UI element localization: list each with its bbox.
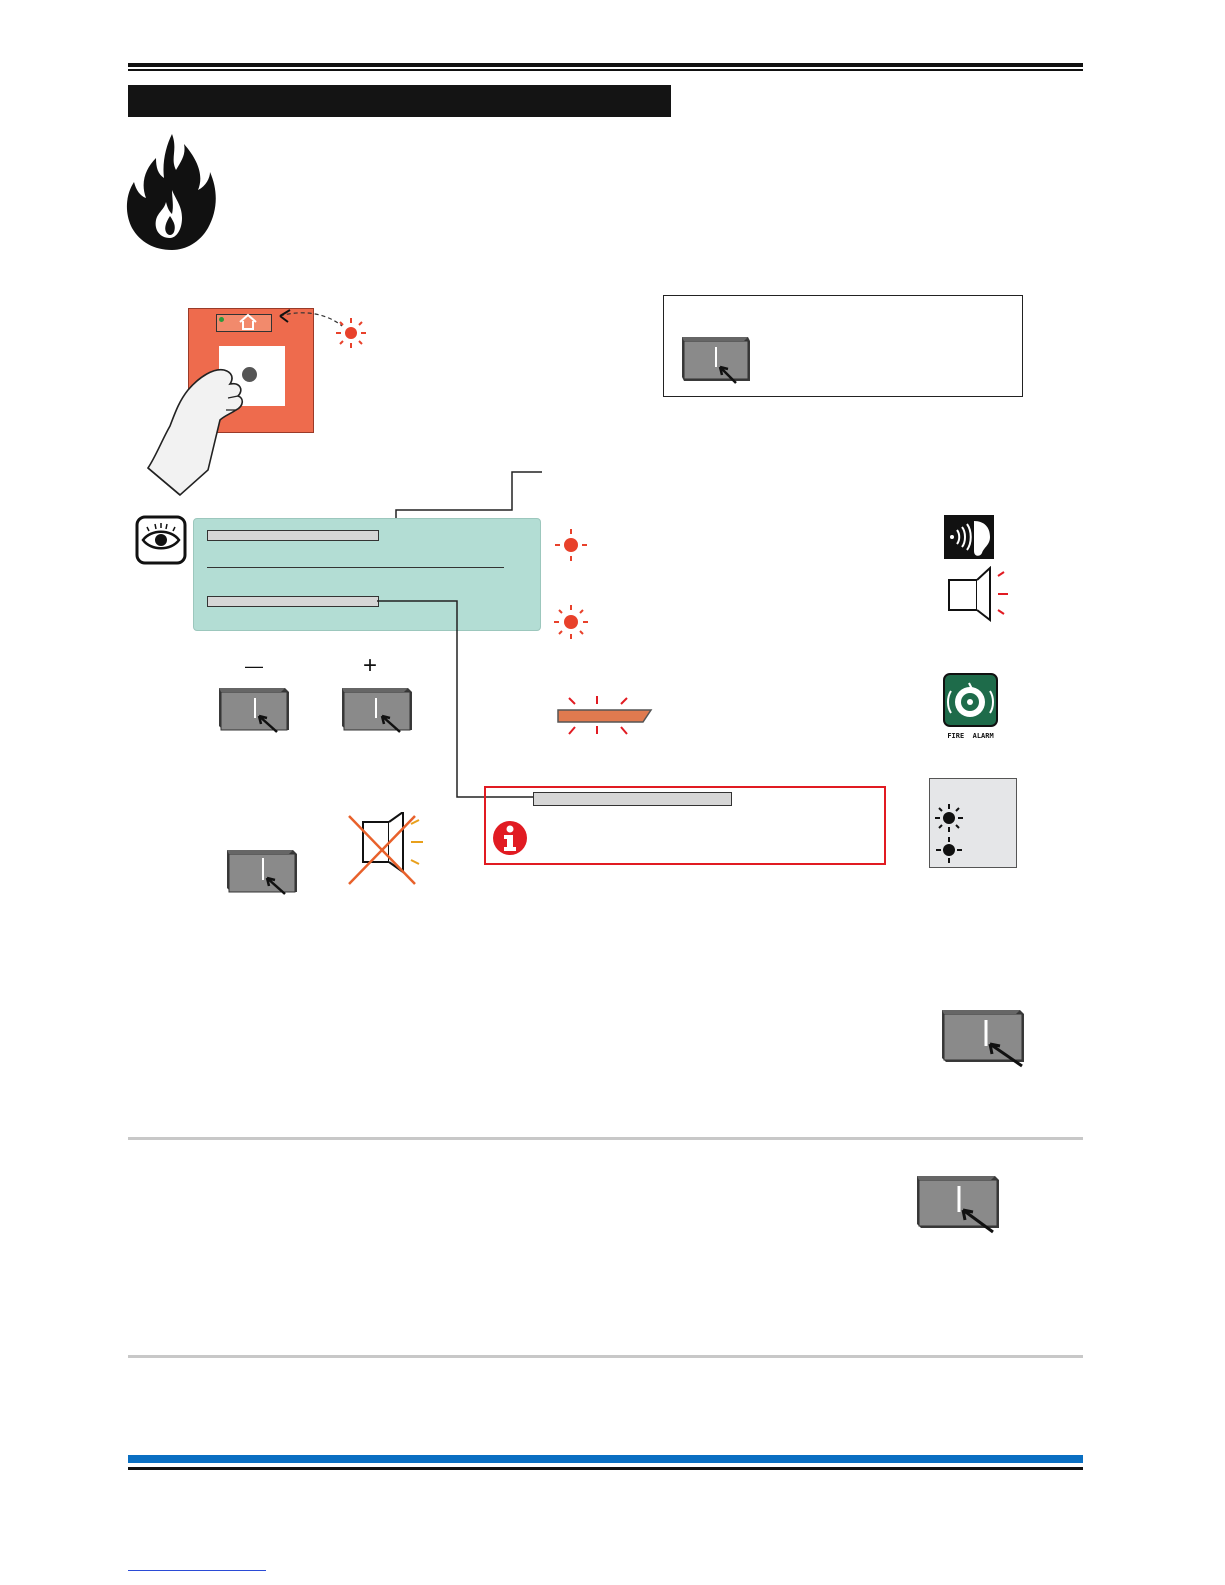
fire-alarm-label: FIRE ALARM [947, 732, 994, 740]
lcd-field-top [207, 530, 379, 541]
footer-link-underline[interactable] [128, 1570, 266, 1571]
info-field [533, 792, 732, 806]
red-led-icon [554, 528, 588, 562]
info-message-box [484, 786, 886, 865]
flashing-light-strip [555, 694, 655, 736]
section-divider-1 [128, 1137, 1083, 1140]
house-icon [237, 313, 259, 331]
plus-key-button[interactable] [338, 684, 416, 736]
section-divider-2 [128, 1355, 1083, 1358]
panel-key-button[interactable] [678, 333, 753, 385]
led-on-icon [934, 803, 964, 833]
info-icon [492, 820, 528, 856]
silence-key-button[interactable] [223, 846, 301, 898]
plus-label: + [363, 652, 378, 679]
footer-rule-blue [128, 1455, 1083, 1463]
lcd-field-bottom [207, 596, 379, 607]
fire-alarm-bell-icon [943, 673, 998, 739]
sounder-speaker-icon [946, 566, 1010, 622]
confirm-key-button[interactable] [913, 1172, 1003, 1234]
red-led-icon [335, 317, 367, 349]
sounder-silenced-icon [345, 812, 427, 886]
led-off-icon [934, 835, 964, 865]
sound-ear-icon [944, 515, 994, 559]
reset-key-button[interactable] [938, 1006, 1028, 1068]
fire-flame-icon [126, 132, 218, 252]
fire-alarm-bell-graphic [943, 673, 998, 727]
lcd-separator [207, 567, 504, 568]
header-rule-thin [128, 69, 1083, 71]
eye-view-icon [135, 515, 187, 565]
hand-press-illustration [140, 360, 260, 500]
call-point-green-led [219, 317, 224, 322]
minus-key-button[interactable] [215, 684, 293, 736]
section-title-bar [128, 85, 671, 117]
minus-label: — [245, 656, 263, 676]
header-rule-thick [128, 63, 1083, 67]
led-indicator-panel [929, 778, 1017, 868]
footer-rule-dark [128, 1467, 1083, 1470]
red-led-flashing-icon [553, 604, 589, 640]
